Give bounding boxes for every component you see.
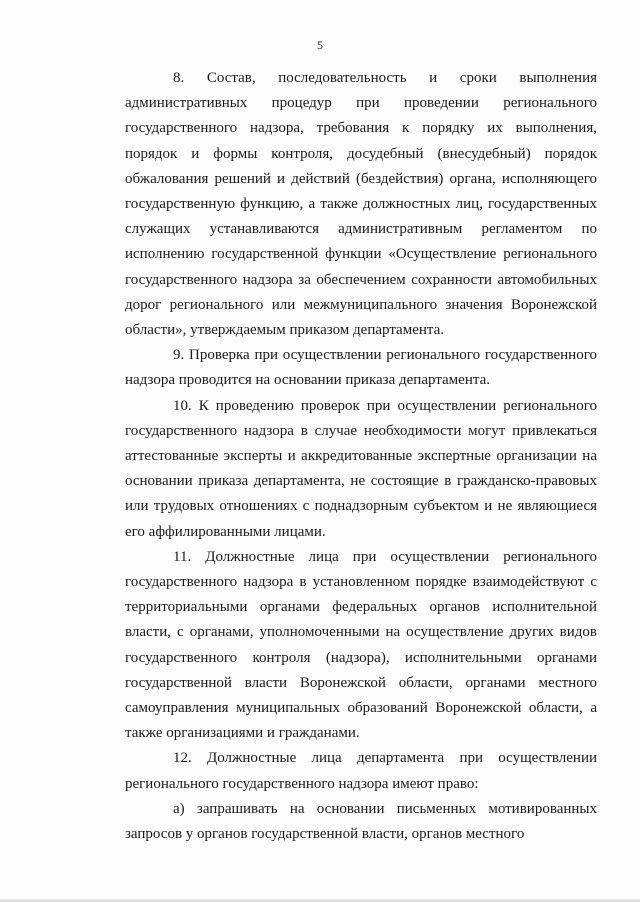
- paragraph-11: 11. Должностные лица при осуществлении регионального государственного надзора в установленном порядке взаимодействуют с территориальными органами федеральных органов исполнительной власти, с органами, уполномоченными на осуществление других видов государственного контроля (надзора), исполнительными органами государственной власти Воронежской области, органами местного самоуправления муниципальных образований Воронежской области, а также организациями и гражданами.: [125, 548, 597, 742]
- page-number: 5: [317, 38, 323, 52]
- paragraph-10: 10. К проведению проверок при осуществлении регионального государственного надзора в случае необходимости могут привлекаться аттестованные эксперты и аккредитованные экспертные организации на основании приказа департамента, не состоящие в гражданско-правовых или трудовых отношениях с поднадзорным субъектом и не являющиеся его аффилированными лицами.: [125, 397, 597, 540]
- paragraph-12a: а) запрашивать на основании письменных мотивированных запросов у органов государственной власти, органов местного: [125, 800, 597, 843]
- document-body: [125, 66, 597, 847]
- paragraph-8: 8. Состав, последовательность и сроки выполнения административных процедур при проведении регионального государственного надзора, требования к порядку их выполнения, порядок и формы контроля, досудебный (внесудебный) порядок обжалования решений и действий (бездействия) органа, исполняющего государственную функцию, а также должностных лиц, государственных служащих устанавливаются административным регламентом по исполнению государственной функции «Осуществление регионального государственного надзора за обеспечением сохранности автомобильных дорог регионального или межмуниципального значения Воронежской области», утверждаемым приказом департамента.: [125, 70, 597, 339]
- paragraph-9: 9. Проверка при осуществлении регионального государственного надзора проводится на основании приказа департамента.: [125, 347, 597, 389]
- paragraph-12: 12. Должностные лица департамента при осуществлении регионального государственного надзора имеют право:: [125, 750, 597, 792]
